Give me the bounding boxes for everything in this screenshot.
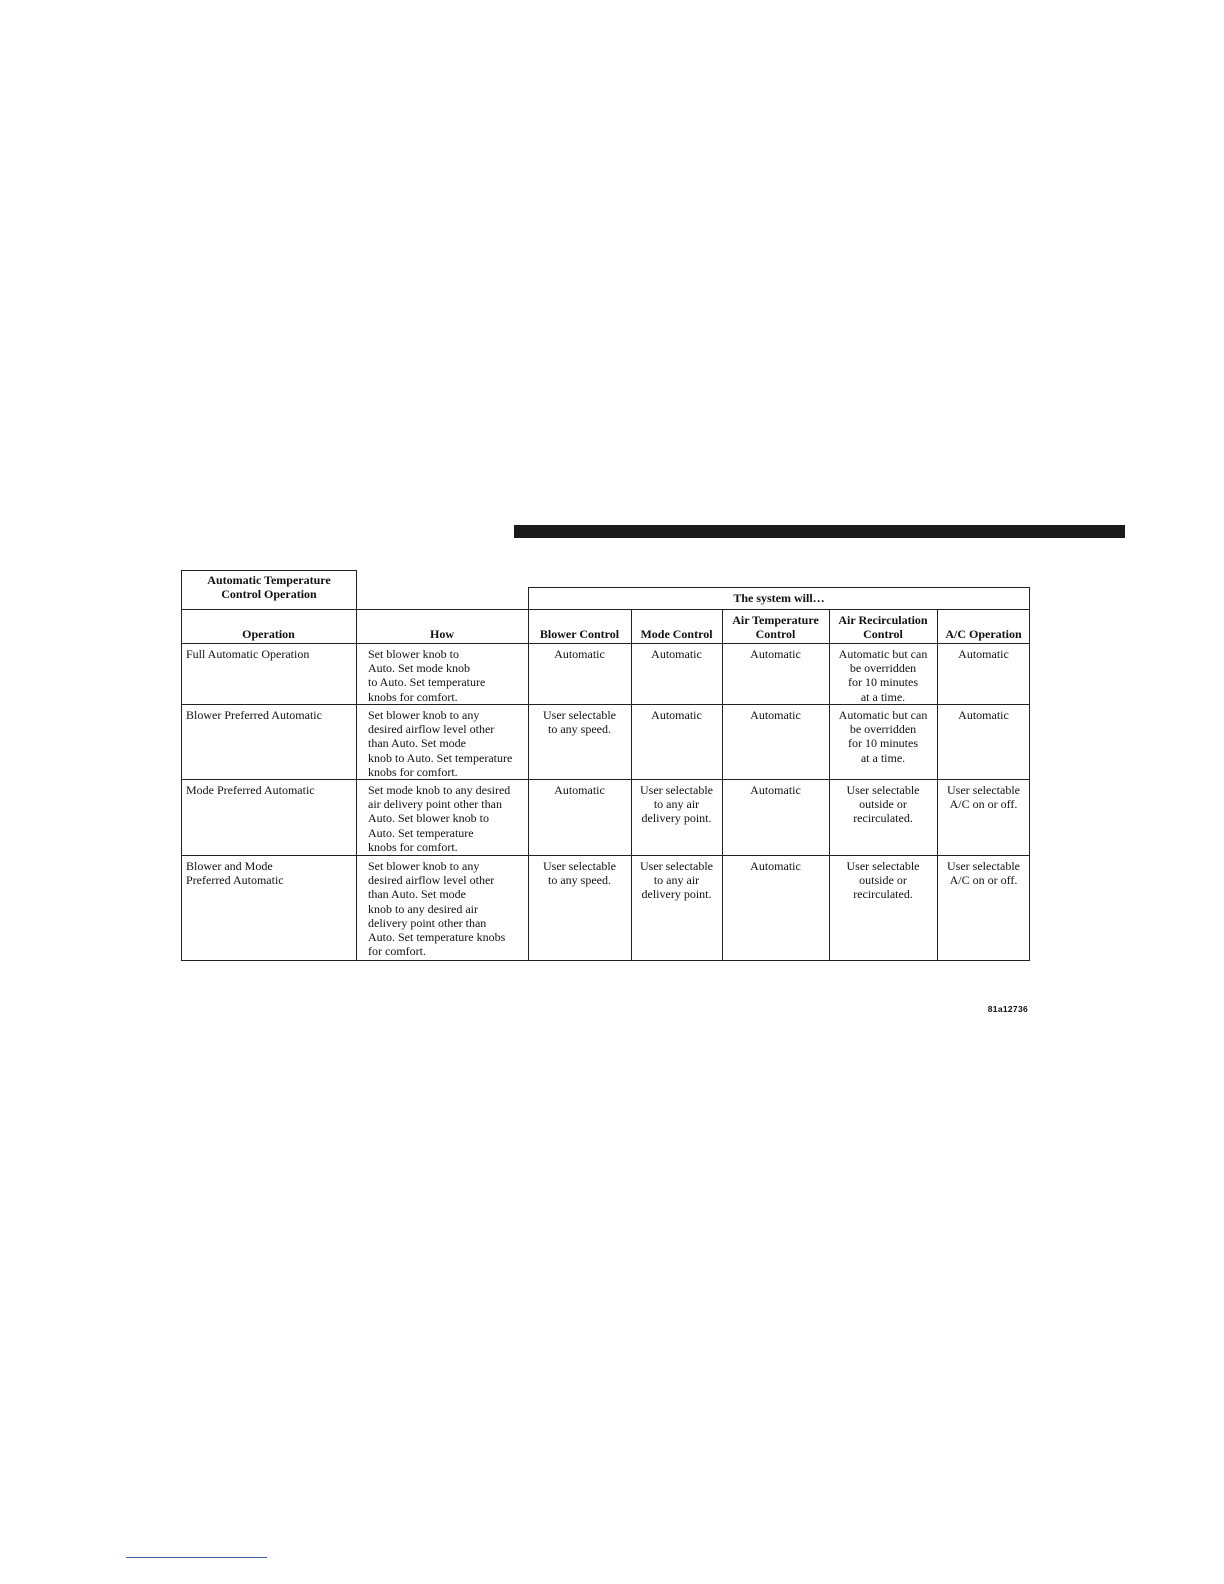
row-3-how: Set mode knob to any desired air delivery point other than Auto. Set blower knob to Auto. Set temperature knobs for comfort. — [368, 783, 511, 854]
row-2-how: Set blower knob to any desired airflow level other than Auto. Set mode knob to Auto. Set temperature knobs for comfort. — [368, 708, 513, 779]
col-divider — [356, 609, 357, 961]
row-4-ac: User selectable A/C on or off. — [947, 859, 1020, 888]
row-3-blower: Automatic — [554, 783, 605, 797]
row-4-air-recirc: User selectable outside or recirculated. — [846, 859, 920, 902]
table-title: Automatic Temperature Control Operation — [207, 573, 331, 602]
row-3-operation: Mode Preferred Automatic — [186, 783, 315, 797]
section-header-bar — [514, 525, 1125, 538]
row-4-mode: User selectable to any air delivery point. — [640, 859, 713, 902]
row-2-blower: User selectable to any speed. — [543, 708, 616, 737]
row-3-air-temp: Automatic — [750, 783, 801, 797]
col-header-air-temp: Air Temperature Control — [732, 613, 819, 642]
row-divider — [181, 779, 1030, 780]
row-divider — [181, 643, 1030, 644]
figure-id: 81a12736 — [987, 1004, 1028, 1014]
row-4-blower: User selectable to any speed. — [543, 859, 616, 888]
row-3-mode: User selectable to any air delivery point. — [640, 783, 713, 826]
row-divider — [181, 855, 1030, 856]
col-header-air-recirc: Air Recirculation Control — [838, 613, 928, 642]
row-4-how: Set blower knob to any desired airflow level other than Auto. Set mode knob to any desired air delivery point other than Auto. Set temperature knobs for comfort. — [368, 859, 506, 959]
row-4-air-temp: Automatic — [750, 859, 801, 873]
footer-link-underline[interactable] — [126, 1557, 267, 1558]
row-2-air-temp: Automatic — [750, 708, 801, 722]
row-2-operation: Blower Preferred Automatic — [186, 708, 322, 722]
row-3-ac: User selectable A/C on or off. — [947, 783, 1020, 812]
climate-control-operation-table — [181, 570, 1030, 962]
col-header-how: How — [430, 627, 454, 641]
row-3-air-recirc: User selectable outside or recirculated. — [846, 783, 920, 826]
row-1-air-recirc: Automatic but can be overridden for 10 minutes at a time. — [838, 647, 928, 704]
row-1-blower: Automatic — [554, 647, 605, 661]
row-2-air-recirc: Automatic but can be overridden for 10 minutes at a time. — [838, 708, 928, 765]
row-1-how: Set blower knob to Auto. Set mode knob to Auto. Set temperature knobs for comfort. — [368, 647, 486, 704]
row-4-operation: Blower and Mode Preferred Automatic — [186, 859, 284, 888]
row-2-mode: Automatic — [651, 708, 702, 722]
col-header-blower: Blower Control — [539, 627, 620, 641]
col-header-ac: A/C Operation — [945, 627, 1022, 641]
row-1-operation: Full Automatic Operation — [186, 647, 310, 661]
col-header-mode: Mode Control — [640, 627, 713, 641]
row-1-mode: Automatic — [651, 647, 702, 661]
group-header-label: The system will… — [733, 591, 825, 605]
row-1-air-temp: Automatic — [750, 647, 801, 661]
row-2-ac: Automatic — [958, 708, 1009, 722]
row-1-ac: Automatic — [958, 647, 1009, 661]
col-header-operation: Operation — [242, 627, 295, 641]
row-divider — [181, 704, 1030, 705]
